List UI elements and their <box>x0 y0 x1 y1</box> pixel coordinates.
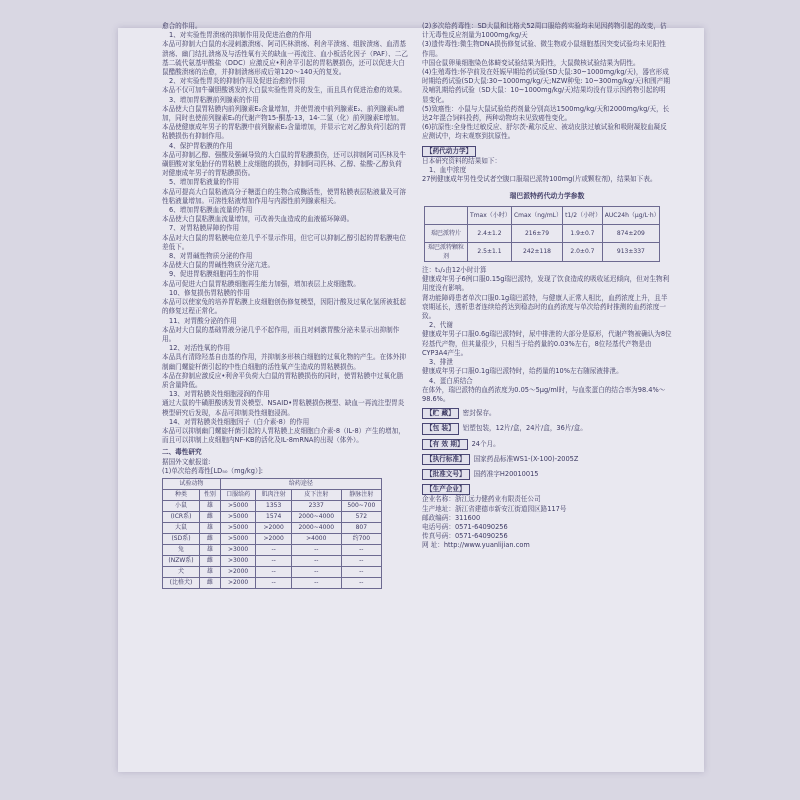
pharmacology-paragraph: 本品可以使家兔的培养胃粘膜上皮细胞创伤修复模型，因阳汁酸及过氧化氢所被抵起的修复过程正常化。 <box>162 298 406 316</box>
pk-paragraph: 在体外，瑞巴派特的血药浓度为0.05～5μg/ml时，与血浆蛋白的结合率为98.4%～98.6%。 <box>422 385 666 403</box>
pk-cell: 913±337 <box>602 242 659 261</box>
approval-label: 【批准文号】 <box>422 469 470 480</box>
ld50-cell: (NZW系) <box>163 555 200 566</box>
ld50-cell: >2000 <box>220 566 256 577</box>
package-value: 铝塑包装，12片/盒，24片/盒，36片/盒。 <box>462 424 587 433</box>
ld50-cell: -- <box>341 544 381 555</box>
pharmacology-paragraph: 本品具有清除羟基自由基的作用，并抑制多形核白细胞的过氧化物的产生。在体外抑制幽门螺旋杆菌引起的中性白细胞的活性氧产生造成的胃粘膜损伤。 <box>162 353 406 371</box>
pharmacology-paragraph: 本品可抑制大白鼠的水浸刺激溃疡、阿司匹林溃疡、利舍平溃疡、组胺溃疡、血清基溃疡、幽门结扎溃疡及与活性氧有关的缺血一再流注、血小板活化因子（PAF）、二乙基二硫代氨基甲酸盐（DDC）应激反应•利舍平引起的胃粘膜损伤，还可以促进大白鼠醋酸溃疡的治愈，并抑制溃疡形成后第120～140天的复发。 <box>162 40 408 77</box>
ld50-cell: 500~700 <box>341 500 381 511</box>
pk-label: 【药代动力学】 <box>422 146 476 157</box>
ld50-cell: >2000 <box>256 533 292 544</box>
pharmacology-paragraph: 本品可抑制乙醇、强酸及强碱导致的大白鼠的胃粘膜损伤，还可以抑制阿司匹林及牛磺胆酸对家兔胎仔的胃粘膜上皮细胞的损伤，抑制阿司匹林、乙醇、盐酸-乙醇负荷对健康成年男子的胃粘膜损伤。 <box>162 150 406 178</box>
ld50-cell: 1574 <box>256 511 292 522</box>
pk-paragraph: 肾功能障碍患者单次口服0.1g瑞巴派特，与健康人正常人相比，血药浓度上升，且半衰期延长，透析患者连续给药达到稳态时的血药浓度与单次给药时推测的血药浓度一致。 <box>422 293 668 321</box>
manufacturer-line: 邮政编码：311600 <box>422 513 481 522</box>
validity-value: 24个月。 <box>471 439 500 448</box>
pharmacology-paragraph: 11、对胃酸分泌的作用 <box>169 316 237 325</box>
ld50-cell: 雄 <box>200 566 221 577</box>
validity-label: 【有 效 期】 <box>422 439 468 450</box>
ld50-cell: -- <box>291 555 341 566</box>
pharmacology-paragraph: 1、对实验性胃溃疡的抑制作用及促进治愈的作用 <box>169 31 312 40</box>
pk-row <box>425 224 660 242</box>
pharmacology-paragraph: 本品使大白鼠的胃碱性物质分泌亢进。 <box>162 261 275 270</box>
pharmacology-paragraph: 本品可提高大白鼠粘液高分子糖蛋白的生物合成酶活性，使胃粘膜表层粘液量及可溶性粘液量增加。可溶性粘液增加作用与内源性前列腺素相关。 <box>162 187 406 205</box>
pk-paragraph: 健康成年男子6例口服0.15g瑞巴派特，发现了饮食造成的吸收延迟倾向，但对生物利用度没有影响。 <box>422 275 670 293</box>
ld50-cell: 雄 <box>200 500 221 511</box>
ld50-row <box>163 511 382 522</box>
ld50-row <box>163 533 382 544</box>
pharmacology-paragraph: 本品可以抑制幽门螺旋杆菌引起的人胃粘膜上皮细胞白介素-8（IL-8）产生的增加，而且可以抑制上皮细胞内NF-KB的活化及IL-8mRNA的出现（体外）。 <box>162 426 405 445</box>
ld50-head-animal: 试验动物 <box>163 478 221 489</box>
ld50-cell: >3000 <box>220 555 256 566</box>
manufacturer-line: 传真号码：0571-64090256 <box>422 532 508 541</box>
manufacturer-line: 生产地址：浙江省建德市新安江街道园区路117号 <box>422 504 567 513</box>
pk-intro: 日本研究资料的结果如下： <box>422 156 502 165</box>
ld50-cell: 2000~4000 <box>291 522 341 533</box>
toxicity-source: 据国外文献报道: <box>162 457 211 466</box>
ld50-cell: -- <box>256 544 292 555</box>
ld50-cell: -- <box>256 555 292 566</box>
ld50-cell: -- <box>256 577 292 588</box>
toxicity-paragraph: (4)生殖毒性:怀孕前及在妊娠早期给药试验(SD大鼠:30~1000mg/kg/天)，器官形成时期给药试验(SD大鼠:30~1000mg/kg/天;NZW种兔: 10~300mg/kg/天)和围产期及哺乳期给药试验（SD大鼠：10~1000mg/kg/天)结果均没有显示因药物引起的明显变化。 <box>422 68 670 104</box>
toxicity-paragraph: (5)致癌性：小鼠与大鼠试验给药剂量分别高达1500mg/kg/天和2000mg/kg/天，长达2年混合饲料投药，两种动物均未见致癌性变化。 <box>422 104 670 123</box>
pk-cell: 2.0±0.7 <box>563 242 603 261</box>
manufacturer-line: 企业名称：浙江远力健药业有限责任公司 <box>422 495 541 504</box>
toxicity-paragraph: (6)抗原性:全身性过敏反应、舒尔茨-戴尔反应、被动皮肤过敏试验和吸附凝胶血凝反应测试中，均未观察到抗原性。 <box>422 123 667 141</box>
pharmacology-paragraph: 8、对胃碱性物质分泌的作用 <box>169 252 253 261</box>
pk-cell: 242±118 <box>511 242 562 261</box>
ld50-cell: -- <box>291 566 341 577</box>
ld50-cell: 雌 <box>200 555 221 566</box>
approval-value: 国药准字H20010015 <box>473 469 539 478</box>
pk-column-header: Cmax（ng/mL） <box>511 206 562 224</box>
ld50-cell: (比格犬) <box>163 577 200 588</box>
ld50-cell: 807 <box>341 522 381 533</box>
ld50-cell: 雄 <box>200 522 221 533</box>
pk-paragraph: 4、蛋白质结合 <box>429 376 473 385</box>
pk-column-header: AUC24h（μg/L·h） <box>602 206 659 224</box>
ld50-cell: 约700 <box>341 533 381 544</box>
storage-label: 【贮 藏】 <box>422 408 459 419</box>
ld50-column-header: 静脉注射 <box>341 489 381 500</box>
ld50-cell: (ICR系) <box>163 511 200 522</box>
pk-cell: 216±79 <box>511 224 562 242</box>
pharmacology-paragraph: 4、保护胃粘膜的作用 <box>169 141 233 150</box>
pharmacology-paragraph: 本品使健康成年男子的胃粘膜中前列腺素E₂含量增加，并显示它对乙醇负荷引起的胃粘膜损伤有抑制作用。 <box>162 123 407 141</box>
ld50-column-header: 皮下注射 <box>291 489 341 500</box>
ld50-column-header: 性别 <box>200 489 221 500</box>
ld50-cell: >5000 <box>220 522 256 533</box>
ld50-row <box>163 544 382 555</box>
ld50-cell: 2000~4000 <box>291 511 341 522</box>
pharmacology-paragraph: 13、对胃粘膜炎性细胞浸润的作用 <box>169 390 270 399</box>
toxicity-paragraph: (3)遗传毒性:微生物DNA损伤修复试验、微生物或小鼠细胞基因突变试验均未见阳性作用。 <box>422 40 666 58</box>
pharmacology-paragraph: 本品不仅可加牛磺胆酸诱发的大白鼠实验性胃炎的发生，而且具有促进治愈的效果。 <box>162 86 406 95</box>
pharmacology-paragraph: 本品对大白鼠的基础胃液分泌几乎不起作用，而且对刺激胃酸分泌未显示出抑制作用。 <box>162 325 400 343</box>
toxicity-paragraph: 中国仓鼠卵巢细胞染色体畸变试验结果为阳性，大鼠微核试验结果为阴性。 <box>422 58 640 67</box>
ld50-cell: 1353 <box>256 500 292 511</box>
pk-table <box>424 206 660 262</box>
ld50-cell: -- <box>291 544 341 555</box>
pk-cell: 2.5±1.1 <box>468 242 512 261</box>
pk-blood-concentration-heading: 1、血中浓度 <box>429 166 467 175</box>
package-label: 【包 装】 <box>422 423 459 434</box>
pharmacology-paragraph: 9、促进胃粘膜细胞再生的作用 <box>169 270 259 279</box>
ld50-cell: -- <box>341 555 381 566</box>
pk-row <box>425 242 660 261</box>
pharmacology-paragraph: 12、对活性氧的作用 <box>169 344 231 353</box>
ld50-row <box>163 500 382 511</box>
pk-paragraph: 健康成年男子口服0.6g瑞巴派特时，尿中排泄的大部分是原形，代谢产物被确认为8位羟基代产物，但其量很少，只相当于给药量的0.03%左右，8位羟基代产物是由CYP3A4产生。 <box>422 330 672 357</box>
ld50-cell: >3000 <box>220 544 256 555</box>
ld50-row <box>163 577 382 588</box>
pk-paragraph: 健康成年男子口服0.1g瑞巴派特时，给药量的10%左右随尿液排泄。 <box>422 367 623 376</box>
pharmacology-section <box>162 22 408 445</box>
pk-paragraph: 2、代谢 <box>429 321 453 330</box>
pharmacology-paragraph: 本品对大白鼠的胃粘膜电位差几乎不显示作用，但它可以抑制乙醇引起的胃粘膜电位差低下。 <box>162 233 406 251</box>
manufacturer-label: 【生产企业】 <box>422 484 470 495</box>
right-column <box>422 22 672 551</box>
ld50-head-route: 给药途径 <box>220 478 381 489</box>
ld50-cell: 2337 <box>291 500 341 511</box>
pharmacology-paragraph: 本品在抑制应激反应•利舍平负荷大白鼠的胃粘膜损伤的同时，使胃粘膜中过氧化脂质含量降低。 <box>162 371 404 389</box>
ld50-cell: >5000 <box>220 511 256 522</box>
ld50-cell: 大鼠 <box>163 522 200 533</box>
pharmacology-paragraph: 6、增加胃粘膜血流量的作用 <box>169 206 253 215</box>
pharmacology-paragraph: 通过大鼠的牛磺胆酸诱发胃炎模型、NSAID•胃粘膜损伤模型、缺血一再流注型胃炎模型研究后发现，本品可抑制炎性细胞浸润。 <box>162 399 405 417</box>
ld50-cell: >2000 <box>256 522 292 533</box>
ld50-cell: 雄 <box>200 544 221 555</box>
pharmacology-paragraph: 14、对胃粘膜炎性细胞因子（白介素-8）的作用 <box>169 417 310 426</box>
pk-cell: 瑞巴派特颗粒剂 <box>425 242 468 261</box>
ld50-cell: -- <box>341 566 381 577</box>
ld50-row <box>163 522 382 533</box>
storage-value: 密封保存。 <box>462 409 496 418</box>
pk-paragraph: 3、排泄 <box>429 358 453 367</box>
pk-column-header: Tmax（小时） <box>468 206 512 224</box>
pk-column-header <box>425 206 468 224</box>
pk-cell: 874±209 <box>602 224 659 242</box>
ld50-cell: 572 <box>341 511 381 522</box>
standard-value: 国家药品标准WS1-(X-100)-2005Z <box>473 454 579 463</box>
ld50-cell: 兔 <box>163 544 200 555</box>
ld50-cell: 雌 <box>200 577 221 588</box>
toxicity-continued <box>422 22 672 142</box>
pk-table-title: 瑞巴派特药代动力学参数 <box>509 192 585 201</box>
manufacturer-line: 电话号码：0571-64090256 <box>422 522 508 531</box>
pk-blood-concentration-text: 27例健康成年男性受试者空腹口服瑞巴派特100mg(片或颗粒剂)，结果如下表。 <box>422 175 657 184</box>
pk-note: 注：t₁/₂由12小时计算 <box>422 266 487 275</box>
pharmacology-paragraph: 愈合的作用。 <box>162 22 202 30</box>
pharmacology-paragraph: 本品使大白鼠胃粘膜内前列腺素E₂含量增加，并使胃液中前列腺素E₂、前列腺素I₂增加，同时也使前列腺素E₂的代谢产物15-酮基-13，14-二氢（化）前列腺素E增加。 <box>162 104 405 123</box>
ld50-column-header: 肌肉注射 <box>256 489 292 500</box>
ld50-row <box>163 555 382 566</box>
pharmacology-paragraph: 7、对胃粘膜屏障的作用 <box>169 224 240 233</box>
ld50-cell: 雌 <box>200 533 221 544</box>
pharmacology-paragraph: 本品可促进大白鼠胃粘膜细胞再生能力加强，增加表层上皮细胞数。 <box>162 279 360 288</box>
pharmacology-paragraph: 10、修复损伤胃粘膜的作用 <box>169 288 250 297</box>
toxicity-single-dose-title: (1)单次给药毒性[LD₅₀（mg/kg）]: <box>162 466 264 475</box>
pk-column-headers <box>425 206 660 224</box>
ld50-column-headers <box>163 489 382 500</box>
standard-label: 【执行标准】 <box>422 454 470 465</box>
ld50-column-header: 种类 <box>163 489 200 500</box>
pk-cell: 2.4±1.2 <box>468 224 512 242</box>
toxicity-heading: 二、毒性研究 <box>162 448 202 457</box>
pk-cell: 1.9±0.7 <box>563 224 603 242</box>
pharmacology-paragraph: 2、对实验性胃炎的抑制作用及促进治愈的作用 <box>169 77 306 86</box>
ld50-cell: -- <box>256 566 292 577</box>
ld50-row <box>163 566 382 577</box>
manufacturer-info <box>422 495 672 550</box>
pharmacology-paragraph: 5、增加胃粘液量的作用 <box>169 178 240 187</box>
left-column <box>162 22 408 589</box>
ld50-cell: 小鼠 <box>163 500 200 511</box>
ld50-column-header: 口服给药 <box>220 489 256 500</box>
pk-details <box>422 275 672 404</box>
ld50-cell: >5000 <box>220 500 256 511</box>
ld50-cell: >4000 <box>291 533 341 544</box>
manufacturer-line: 网 址：http://www.yuanlijian.com <box>422 541 530 550</box>
ld50-table <box>162 478 382 589</box>
pharmacology-paragraph: 3、增加胃粘膜前列腺素的作用 <box>169 95 259 104</box>
ld50-cell: -- <box>341 577 381 588</box>
pharmacology-paragraph: 本品使大白鼠粘膜血流量增加，可改善失血造成的血液循环障碍。 <box>162 215 354 224</box>
toxicity-paragraph: (2)多次给药毒性：SD大鼠和比格犬52周口服给药实验均未见因药物引起的改变，估计无毒性反应剂量为1000mg/kg/天 <box>422 22 667 40</box>
pk-cell: 瑞巴派特片 <box>425 224 468 242</box>
ld50-cell: (SD系) <box>163 533 200 544</box>
ld50-cell: >5000 <box>220 533 256 544</box>
ld50-cell: >2000 <box>220 577 256 588</box>
ld50-cell: 雌 <box>200 511 221 522</box>
ld50-cell: -- <box>291 577 341 588</box>
ld50-cell: 犬 <box>163 566 200 577</box>
pk-column-header: t1/2（小时） <box>563 206 603 224</box>
